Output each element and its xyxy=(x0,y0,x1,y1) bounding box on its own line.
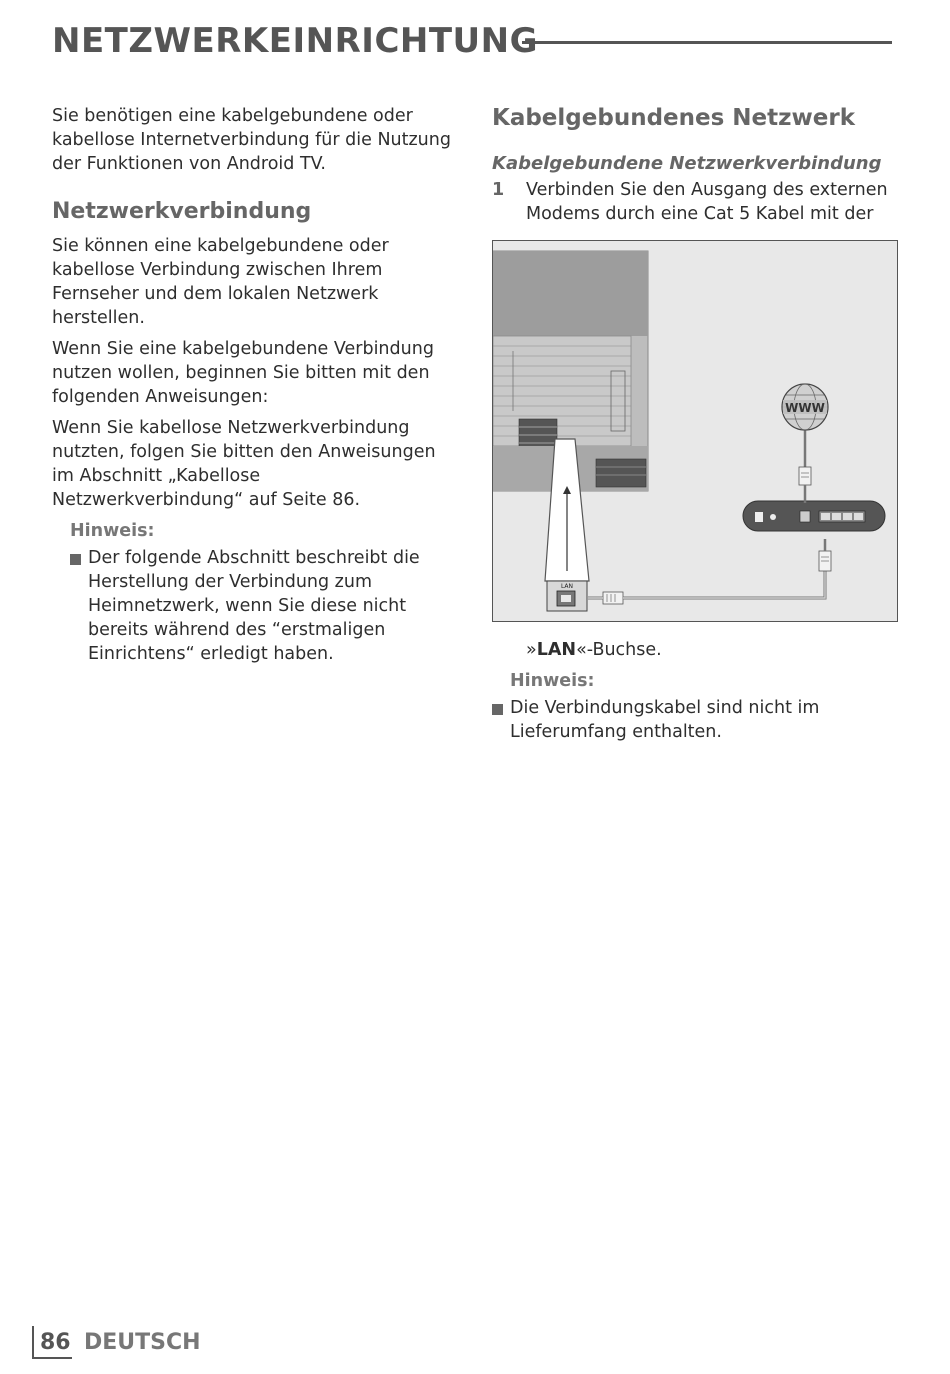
page-title: NETZWERKEINRICHTUNG xyxy=(52,21,539,61)
title-rule xyxy=(522,41,892,44)
lan-jack-line xyxy=(492,638,902,662)
intro-paragraph: Sie benötigen eine kabelgebundene oder kabellose Internetverbindung für die Nutzung der Funktionen von Android TV. xyxy=(52,106,451,174)
paragraph-wired-instructions: Wenn Sie eine kabelgebundene Verbindung nutzen wollen, beginnen Sie bitten mit den folgenden Anweisungen: xyxy=(52,339,434,407)
note-label-right: Hinweis: xyxy=(510,671,595,691)
page-number: 86 xyxy=(40,1330,71,1355)
globe-icon xyxy=(782,384,828,430)
quote-open: » xyxy=(526,640,537,660)
step-number: 1 xyxy=(492,180,505,200)
note-item-right xyxy=(492,696,902,744)
footer-language: DEUTSCH xyxy=(84,1330,201,1355)
paragraph-wireless-instructions: Wenn Sie kabellose Netzwerkverbindung nutzten, folgen Sie bitten den Anweisungen im Abschnitt „Kabellose Netzwerkverbindung“ auf Seite 86. xyxy=(52,418,436,510)
globe-label: WWW xyxy=(785,401,825,415)
page-header xyxy=(52,18,892,66)
section-heading-netzwerkverbindung: Netzwerkverbindung xyxy=(52,199,312,224)
note-item xyxy=(70,546,454,666)
note-label: Hinweis: xyxy=(70,521,155,541)
footer-bar xyxy=(32,1326,34,1359)
router xyxy=(743,501,885,531)
note-text-right: Die Verbindungskabel sind nicht im Lieferumfang enthalten. xyxy=(510,698,820,742)
lan-port-label: LAN xyxy=(560,583,574,590)
footer-underline xyxy=(32,1357,72,1359)
step-text: Verbinden Sie den Ausgang des externen Modems durch eine Cat 5 Kabel mit der xyxy=(526,180,888,224)
lan-port xyxy=(547,581,587,611)
right-column xyxy=(492,104,902,744)
bullet-square-icon xyxy=(70,554,81,565)
lan-label: LAN xyxy=(536,640,577,660)
paragraph-connection-types: Sie können eine kabelgebundene oder kabellose Verbindung zwischen Ihrem Fernseher und dem lokalen Netzwerk herstellen. xyxy=(52,236,389,328)
bullet-square-icon xyxy=(492,704,503,715)
note-text: Der folgende Abschnitt beschreibt die Herstellung der Verbindung zum Heimnetzwerk, wenn Sie diese nicht bereits während des “erstmaligen Einrichtens“ erledigt haben. xyxy=(88,548,420,664)
step-item xyxy=(492,178,902,226)
subsection-heading: Kabelgebundene Netzwerkverbindung xyxy=(492,153,882,174)
connection-diagram xyxy=(492,240,898,622)
section-heading-kabelgebundenes-netzwerk: Kabelgebundenes Netzwerk xyxy=(492,105,856,131)
connection-diagram-svg xyxy=(493,241,897,621)
lan-suffix: «-Buchse. xyxy=(576,640,662,660)
left-column xyxy=(52,104,454,666)
